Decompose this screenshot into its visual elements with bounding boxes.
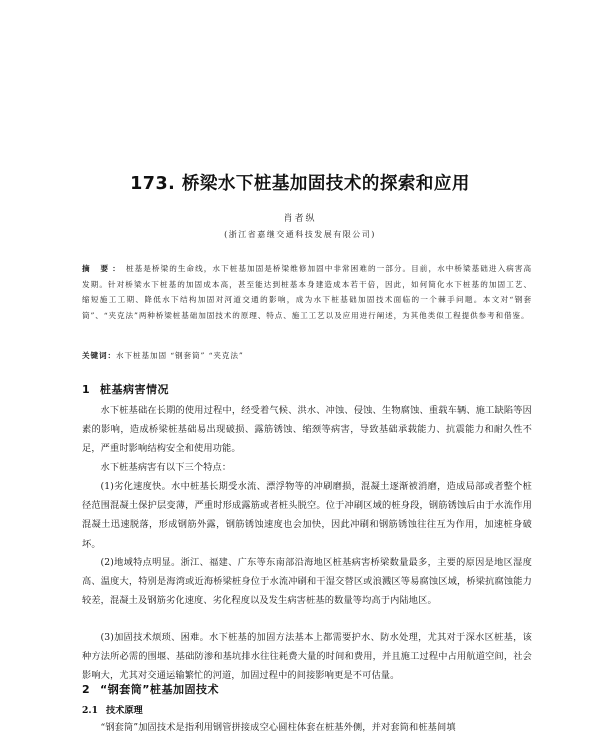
paragraph-4: (2)地域特点明显。浙江、福建、广东等东南部沿海地区桩基病害桥梁数量最多，主要的原因是地区湿度高、温度大，特别是海湾或近海桥梁桩身位于水流冲刷和干湿交替区或浪溅区等易腐蚀区域，桥梁抗腐蚀能力较差，混凝土及钢筋劣化速度、劣化程度以及发生病害桩基的数量等均高于内陆地区。 [82, 557, 532, 607]
section-1-title: 桩基病害情况 [100, 383, 169, 396]
section-2-1-title: 技术原理 [106, 705, 143, 716]
paragraph-5: (3)加固技术烦琐、困难。水下桩基的加固方法基本上都需要护水、防水处理，尤其对于深水区桩基，该种方法所必需的围堰、基础防渗和基坑排水往往耗费大量的时间和费用，并且施工过程中占用航道空间，社会影响大，尤其对交通运输繁忙的河道，加固过程中的间接影响更是不可估量。 [82, 632, 532, 682]
abstract [82, 261, 532, 323]
abstract-label: 摘 要： [82, 264, 125, 273]
section-1-number: 1 [82, 383, 91, 396]
author-affiliation: (浙江省嘉继交通科技发展有限公司) [224, 230, 376, 239]
keywords-text: 水下桩基加固 “钢套筒” “夹克法” [115, 351, 244, 360]
keywords [82, 350, 532, 361]
section-2-title: “钢套筒”桩基加固技术 [100, 683, 219, 696]
abstract-text: 桩基是桥梁的生命线，水下桩基加固是桥梁维修加固中非常困难的一部分。目前，水中桥梁基础进入病害高发期。针对桥梁水下桩基的加固成本高，甚至能达到桩基本身建造成本若干倍，因此，如何简化水下桩基的加固工艺、缩短施工工期、降低水下结构加固对河道交通的影响，成为水下桩基础加固技术面临的一个棘手问题。本文对“钢套筒”、“夹克法”两种桥梁桩基础加固技术的原理、特点、施工工艺以及应用进行阐述，为其他类似工程提供参考和借鉴。 [82, 264, 532, 320]
section-2-1-heading [82, 702, 143, 716]
section-2-1-number: 2.1 [82, 705, 98, 716]
section-2-number: 2 [82, 683, 91, 696]
section-2-heading [82, 681, 219, 697]
paragraph-2: 水下桩基病害有以下三个特点： [100, 462, 232, 473]
keywords-label: 关键词： [82, 351, 116, 360]
paragraph-1: 水下桩基础在长期的使用过程中，经受着气候、洪水、冲蚀、侵蚀、生物腐蚀、重载车辆、施工缺陷等因素的影响，造成桥梁桩基础易出现破损、露筋锈蚀、缩颈等病害，导致基础承载能力、抗震能力和耐久性不足，严重时影响结构安全和使用功能。 [82, 405, 532, 455]
paragraph-3: (1)劣化速度快。水中桩基长期受水流、漂浮物等的冲刷磨损，混凝土逐渐被消磨，造成局部或者整个桩径范围混凝土保护层变薄，严重时形成露筋或者桩头脱空。位于冲刷区域的桩身段，钢筋锈蚀后由于水流作用混凝土迅速脱落，形成钢筋外露，钢筋锈蚀速度也会加快，因此冲刷和钢筋锈蚀往往互为作用，加速桩身破坏。 [82, 481, 532, 550]
section-1-heading [82, 381, 169, 397]
author-name: 肖者纵 [283, 214, 317, 224]
paragraph-6: “钢套筒”加固技术是指利用钢管拼接成空心圆柱体套在桩基外侧，并对套筒和桩基间填 [100, 722, 456, 733]
paper-title: 173. 桥梁水下桩基加固技术的探索和应用 [130, 174, 470, 194]
